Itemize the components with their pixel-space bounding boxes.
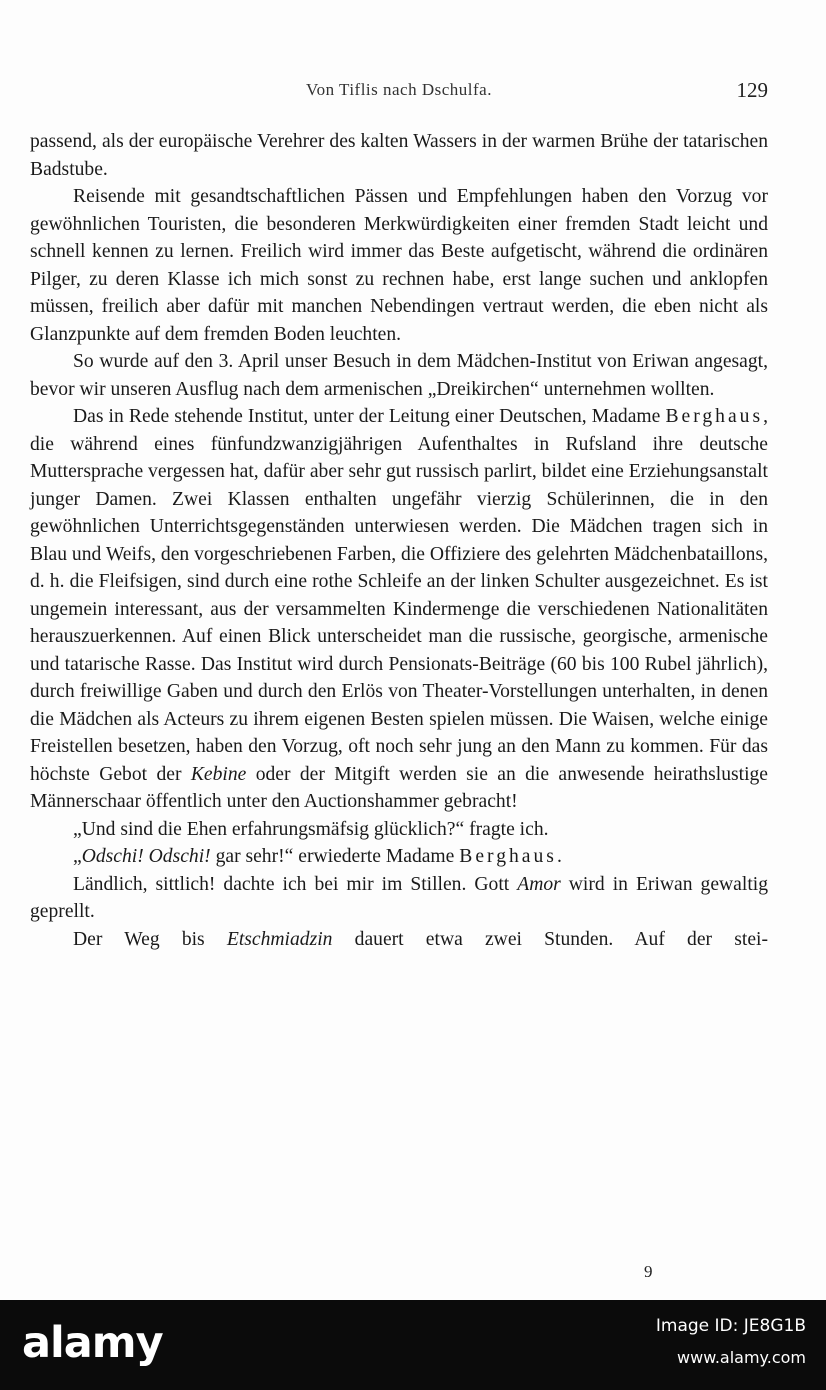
site-url: www.alamy.com [677,1348,806,1367]
paragraph: Reisende mit gesandtschaftlichen Pässen und Empfehlungen haben den Vorzug vor gewöhnlichen Touristen, die besonderen Merkwürdigkeiten einer fremden Stadt leicht und schnell kennen zu lernen. Freilich wird immer das Beste aufgetischt, während die ordinären Pilger, zu deren Klasse ich mich sonst zu rechnen habe, erst lange suchen und anklopfen müssen, freilich aber dafür mit manchen Nebendingen vertraut werden, die eben nicht als Glanzpunkte auf dem fremden Boden leuchten. [30,186,768,345]
paragraph [30,403,768,816]
paragraph: So wurde auf den 3. April unser Besuch in dem Mädchen-Institut von Eriwan angesagt, bevor wir unseren Ausflug nach dem armenischen „Dreikirchen“ unternehmen wollten. [30,351,768,400]
text-run: Ländlich, sittlich! dachte ich bei mir im Stillen. Gott [73,873,518,895]
watermark-bar [0,1300,826,1390]
italic-term: Kebine [190,763,247,785]
spaced-name: Berghaus [665,406,764,427]
paragraph [30,871,768,926]
running-title: Von Tiflis nach Dschulfa. [306,80,492,99]
brand-logo: alamy [22,1318,163,1368]
text-run: , die während eines fünfundzwanzigjährigen Aufenthaltes in Rufsland ihre deutsche Muttersprache vergessen hat, dafür aber sehr gut russisch parlirt, bildet eine Erziehungsanstalt junger Damen. Zwei Klassen enthalten ungefähr vierzig Schülerinnen, die in den gewöhnlichen Unterrichtsgegenständen unterwiesen werden. Die Mädchen tragen sich in Blau und Weifs, den vorgeschriebenen Farben, die Offiziere des gelehrten Mädchenbataillons, d. h. die Fleifsigen, sind durch eine rothe Schleife an der linken Schulter ausgezeichnet. Es ist ungemein interessant, aus der versammelten Kindermenge die verschiedenen Nationalitäten herauszuerkennen. Auf einen Blick unterscheidet man die russische, georgische, armenische und tatarische Rasse. Das Institut wird durch Pensionats-Beiträge (60 bis 100 Rubel jährlich), durch freiwillige Gaben und durch den Erlös von Theater-Vorstellungen unterhalten, in denen die Mädchen als Acteurs zu ihrem eigenen Besten spielen müssen. Die Waisen, welche einige Freistellen besetzen, haben den Vorzug, oft noch sehr jung an den Mann zu kommen. Für das höchste Gebot der [30,406,768,785]
spaced-name: Berghaus [459,846,557,867]
paragraph [30,843,768,871]
text-run: Das in Rede stehende Institut, unter der Leitung einer Deutschen, Madame [73,406,666,427]
paragraph [30,926,768,954]
text-run: „ [73,846,82,867]
page-number: 129 [736,78,768,102]
paragraph: „Und sind die Ehen erfahrungsmäfsig glücklich?“ fragte ich. [73,818,549,840]
italic-term: Odschi! Odschi! [81,846,211,867]
text-run: gar sehr!“ erwiederte Madame [210,846,460,867]
paragraph: passend, als der europäische Verehrer des kalten Wassers in der warmen Brühe der tatarischen Badstube. [30,131,768,180]
text-run: Der Weg bis [73,928,227,950]
text-run: wird in Eriwan gewaltig geprellt. [30,873,768,922]
italic-term: Amor [517,873,561,895]
signature-mark: 9 [644,1262,653,1281]
text-run: dauert etwa zwei Stunden. Auf der stei- [332,928,768,950]
text-run: . [556,846,562,867]
text-run: oder der Mitgift werden sie an die anwesende heirathslustige Männerschaar öffentlich unter den Auctionshammer gebracht! [30,763,769,812]
italic-term: Etschmiadzin [226,928,333,950]
body-text [30,128,768,953]
page-header [30,80,768,110]
image-id: Image ID: JE8G1B [655,1316,806,1336]
